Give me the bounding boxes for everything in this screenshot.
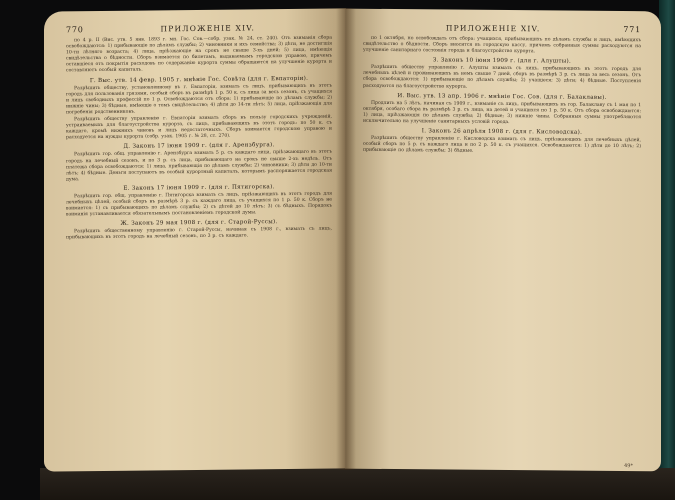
section-heading: Г. Выс. утв. 14 февр. 1905 г. мнѣніе Гос. Совѣта (для г. Евпаторіи). <box>89 75 309 84</box>
paragraph: Разрѣшить гор. общ. управленію г. Пятигорска взимать съ лицъ, пріѣзжающихъ въ этотъ городъ для лечебныхъ цѣлей, особый сборъ въ размѣрѣ 3 р. съ каждаго лица, съ учащихся по 1 р. 50 к. Сборъ не взимается: 1) съ прибывающихъ по дѣламъ службы; 2) съ дѣтей до 10 лѣтъ; 3) съ бѣдныхъ. Порядокъ взиманія устанавливается обязательнымъ постановленіемъ городской думы. <box>66 191 332 218</box>
paragraph: Продлить на 5 лѣтъ, начиная съ 1909 г., взиманіе съ лицъ, прибывающихъ въ гор. Балаклаву съ 1 мая по 1 октября, особаго сбора въ размѣрѣ 3 р. съ лица, на детей и учащихся по 1 р. 50 к. Отъ сбора освобождаются: 1) лица, пріѣзжающія по дѣламъ службы; 2) бѣдные; 3) нижніе чины. Собранныя суммы употребляются исключительно на улучшеніе санитарныхъ условій города. <box>363 100 641 125</box>
paragraph: Разрѣшить обществу управленію г. Кисловодска взимать съ лицъ, пріѣзжающихъ для лечебныхъ цѣлей, особый сборъ по 5 р. съ каждаго лица и по 2 р. 50 к. съ учащихся. Освобождаются: 1) дѣти до 10 лѣтъ; 2) прибывающіе по дѣламъ службы; 3) бѣдные. <box>363 135 641 154</box>
paragraph: Разрѣшить общественному управленію г. Старой-Руссы, начиная съ 1908 г., взимать съ лицъ, прибывающихъ въ этотъ городъ на лечебный сезонъ, по 3 р. съ каждаго. <box>66 226 332 241</box>
paragraph: Разрѣшить гор. общ. управленію г. Арензбурга взимать 5 р. съ каждаго лица, пріѣзжающаго въ этотъ городъ на лечебный сезонъ, и по 3 р. съ лица, прибывающаго на срокъ не свыше 2-хъ недѣль. Отъ платежа сбора освобождаются: 1) лица, прибывающія по дѣламъ службы; 2) чиновники; 3) дѣти до 10-ти лѣтъ; 4) бѣдные. Деньги поступаютъ въ особый курортный капиталъ, которымъ распоряжается городская дума. <box>66 149 332 183</box>
section-heading: И. Выс. утв. 13 апр. 1906 г. мнѣніе Гос. Сов. (для г. Балаклавы). <box>397 92 607 101</box>
right-page <box>345 9 661 472</box>
paragraph: Разрѣшить обществу, установленному въ г. Евпаторіи, взимать съ лицъ, прибывающихъ въ этотъ городъ для пользованія грязями, особый сборъ въ размѣрѣ 1 р. 50 к. съ лица за весь сезонъ, съ учащихся и лицъ свободныхъ профессій по 1 р. Освобождаются отъ сбора: 1) прибывающіе по дѣламъ службы; 2) нижніе чины; 3) бѣдные, имѣющіе о томъ свидѣтельство; 4) дѣти до 14-ти лѣтъ; 5) лица, пріѣзжающія для погребенія родственниковъ. <box>66 83 332 116</box>
signature-mark: 49* <box>624 463 633 470</box>
section-heading: Д. Законъ 17 іюня 1909 г. (для г. Арензбурга). <box>123 142 275 151</box>
section-heading: Ж. Законъ 29 мая 1908 г. (для г. Старой-Руссы). <box>120 219 278 228</box>
left-running-head: ПРИЛОЖЕНІЕ XIV. <box>160 23 256 34</box>
section-heading: Е. Законъ 17 іюня 1909 г. (для г. Пятигорска). <box>123 184 275 192</box>
right-running-head: ПРИЛОЖЕНІЕ XIV. <box>445 23 541 34</box>
left-page-header <box>66 23 332 35</box>
paragraph: Разрѣшить обществу управленію г. Алушты взимать съ лицъ, прибывающихъ въ этотъ городъ для лечебныхъ цѣлей и проживающихъ въ немъ свыше 7 дней, сборъ въ размѣрѣ 3 р. съ лица за весь сезонъ. Отъ сбора освобождаются: 1) прибывающіе по дѣламъ службы; 2) учащіеся; 3) дѣти; 4) бѣдные. Поступленія расходуются на благоустройство курорта. <box>363 65 641 90</box>
section-heading: З. Законъ 10 іюня 1909 г. (для г. Алушты). <box>432 57 572 65</box>
book-bottom-edge <box>40 468 675 500</box>
right-page-header <box>363 23 641 34</box>
paragraph: Разрѣшить обществу управленію г. Евпаторіи взимать сборъ въ пользу городскихъ учрежденій, устраиваемыхъ для благоустройства курорта, съ лицъ, прибывающихъ въ этотъ городъ: по 50 к. съ каждаго, кромѣ нижнихъ чиновъ и лицъ недостаточныхъ. Сборъ взимается городскою управою и расходуется на нужды курорта (собр. узак. 1905 г. № 28, ст. 270). <box>66 114 332 141</box>
left-page-number: 770 <box>66 25 84 35</box>
paragraph: по 1 октября, но освобождать отъ сбора: учащихся, прибывающихъ по дѣламъ службы и лицъ, имѣющихъ свидѣтельство о бѣдности. Сборъ вносится въ городскую кассу, причемъ собранныя суммы расходуются на улучшеніе санитарнаго состоянія города и благоустройство курорта. <box>363 35 641 55</box>
left-page <box>44 8 346 471</box>
book-cover-edge <box>659 0 675 500</box>
right-page-number: 771 <box>623 25 641 35</box>
paragraph: по 4 р. II (Вис. утв. 5 янв. 1893 г. мн. Гос. Сов.—собр. узак. № 24, ст. 240). Отъ взиманія сбора освобождаются: 1) прибывающіе по дѣламъ службы; 2) чиновники и ихъ семейства; 3) дѣти, не достигшія 10-ти лѣтняго возраста; 4) лица, пріѣзжающіе на срокъ не свыше 3-хъ дней; 5) лица, имѣющія свидѣтельства о бѣдности. Сборъ взимается по билетамъ, выдаваемымъ городскою управою, причемъ оставшіеся отъ покрытія расходовъ по содержанію курорта суммы обращаются на улучшеніе курорта и составляютъ особый капиталъ. <box>66 35 332 74</box>
section-heading: І. Законъ 26 апрѣля 1908 г. (для г. Кисловодска). <box>421 128 583 136</box>
